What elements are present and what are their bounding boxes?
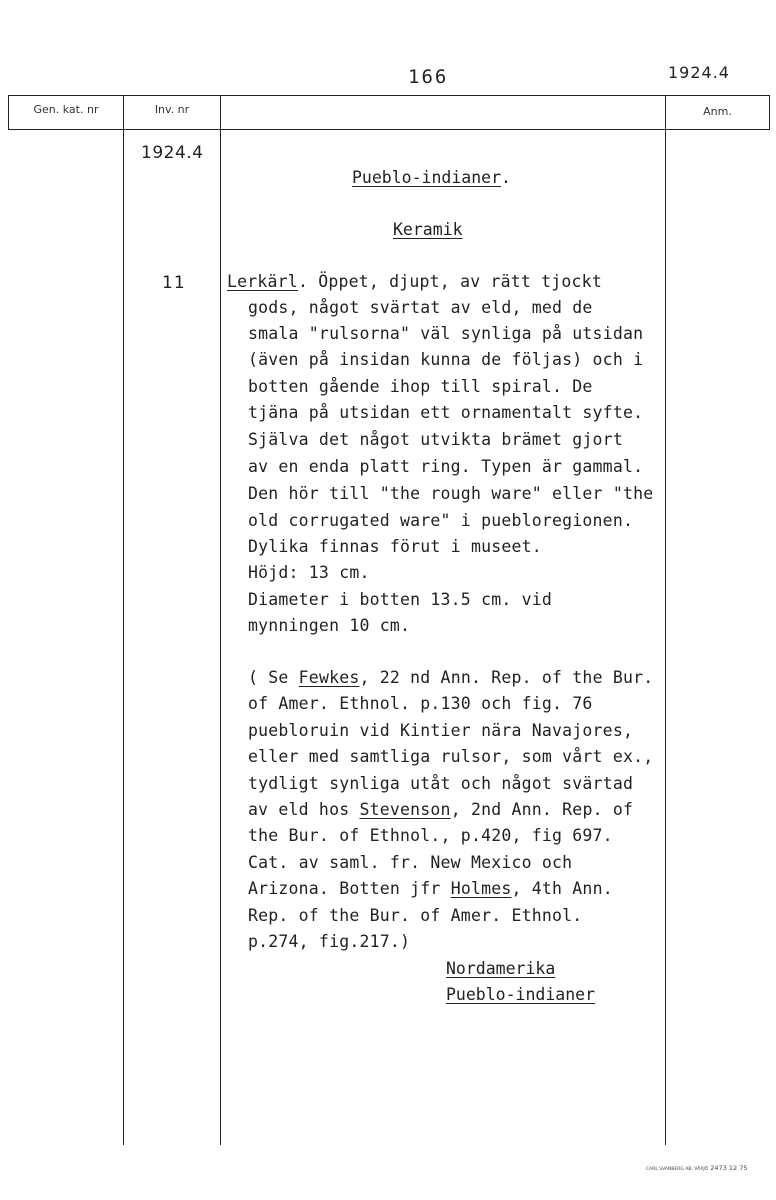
object-name: Lerkärl (227, 272, 298, 291)
group-label: Pueblo-indianer (446, 985, 596, 1004)
height-measurement: Höjd: 13 cm. (248, 563, 370, 582)
description-line: (även på insidan kunna de följas) och i (248, 350, 644, 369)
column-header-gen-kat-nr: Gen. kat. nr (33, 103, 99, 116)
column-header-inv-nr: Inv. nr (154, 103, 190, 116)
reference-line: Rep. of the Bur. of Amer. Ethnol. (248, 906, 583, 925)
description-line: Lerkärl. Öppet, djupt, av rätt tjockt (227, 272, 602, 291)
reference-line: eller med samtliga rulsor, som vårt ex., (248, 747, 654, 766)
description-line: Själva det något utvikta brämet gjort (248, 430, 623, 449)
description-line: tjäna på utsidan ett ornamentalt syfte. (248, 403, 644, 422)
description-line: botten gående ihop till spiral. De (248, 377, 593, 396)
printer-name: CARL SVANBERG AB, VÄXJÖ (646, 1167, 709, 1172)
author-stevenson: Stevenson (359, 800, 451, 819)
entry-title-text: Pueblo-indianer (352, 168, 502, 187)
reference-line: Cat. av saml. fr. New Mexico och (248, 853, 573, 872)
entry-title (352, 168, 511, 187)
region-label: Nordamerika (446, 959, 556, 978)
reference-line: of Amer. Ethnol. p.130 och fig. 76 (248, 694, 593, 713)
reference-line: Arizona. Botten jfr Holmes, 4th Ann. (248, 879, 613, 898)
mouth-measurement: mynningen 10 cm. (248, 616, 411, 635)
page-number: 166 (408, 66, 449, 88)
description-line: Dylika finnas förut i museet. (248, 537, 542, 556)
entry-subtitle: Keramik (393, 220, 463, 239)
description-line: Den hör till "the rough ware" eller "the (248, 484, 654, 503)
reference-line: tydligt synliga utåt och något svärtad (248, 774, 634, 793)
catalog-year-header: 1924.4 (668, 63, 730, 82)
author-holmes: Holmes (450, 879, 512, 898)
reference-line: ( Se Fewkes, 22 nd Ann. Rep. of the Bur. (248, 668, 654, 687)
reference-line: p.274, fig.217.) (248, 932, 411, 951)
description-line: old corrugated ware" i puebloregionen. (248, 511, 634, 530)
description-line: smala "rulsorna" väl synliga på utsidan (248, 324, 644, 343)
printer-imprint (646, 1164, 748, 1172)
column-header-anm: Anm. (703, 105, 732, 118)
reference-line: the Bur. of Ethnol., p.420, fig 697. (248, 826, 613, 845)
description-line: av en enda platt ring. Typen är gammal. (248, 457, 644, 476)
entry-title-period: . (501, 168, 511, 187)
author-fewkes: Fewkes (298, 668, 360, 687)
reference-line: av eld hos Stevenson, 2nd Ann. Rep. of (248, 800, 634, 819)
inventory-number: 11 (162, 273, 186, 293)
column-divider-2 (220, 95, 221, 1145)
column-divider-3 (665, 95, 666, 1145)
collection-number: 1924.4 (141, 143, 204, 163)
diameter-measurement: Diameter i botten 13.5 cm. vid (248, 590, 553, 609)
description-line: gods, något svärtat av eld, med de (248, 298, 593, 317)
reference-line: puebloruin vid Kintier nära Navajores, (248, 721, 634, 740)
form-code: 2473 12 75 (710, 1164, 748, 1172)
right-border (769, 95, 770, 130)
column-divider-1 (123, 95, 124, 1145)
